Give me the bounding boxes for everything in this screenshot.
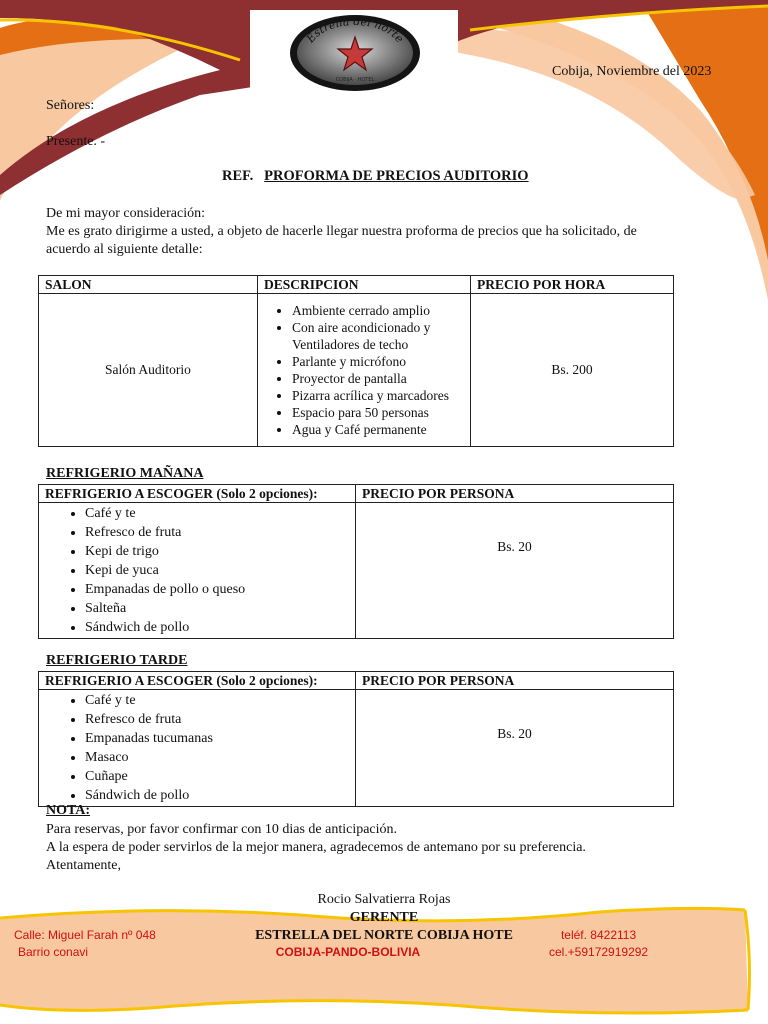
footer-location: COBIJA-PANDO-BOLIVIA — [275, 945, 421, 959]
table-row — [39, 503, 674, 639]
signer-role: GERENTE — [349, 910, 419, 925]
reference-line — [222, 168, 529, 185]
auditorium-table — [38, 275, 674, 447]
col-salon: SALON — [39, 276, 258, 294]
morning-table — [38, 484, 674, 639]
table-header-row — [39, 672, 674, 690]
list-item: • Refresco de fruta — [85, 523, 355, 542]
col-precio-hora: PRECIO POR HORA — [471, 276, 674, 294]
ref-title: PROFORMA DE PRECIOS AUDITORIO — [264, 168, 529, 184]
address-line-2: Barrio conavi — [18, 945, 89, 959]
hotel-logo — [287, 13, 423, 93]
list-item: • Espacio para 50 personas — [292, 404, 466, 421]
nota-line-1: Para reservas, por favor confirmar con 10 dias de anticipación. — [46, 822, 398, 837]
options-cell — [39, 690, 356, 807]
price-cell: Bs. 20 — [356, 690, 674, 807]
table-row — [39, 690, 674, 807]
intro-line-1: De mi mayor consideración: — [46, 206, 206, 221]
list-item: • Empanadas tucumanas — [85, 729, 355, 748]
list-item: • Ambiente cerrado amplio — [292, 302, 466, 319]
intro-line-2: Me es grato dirigirme a usted, a objeto de hacerle llegar nuestra proforma de precios que ha solicitado, de — [46, 224, 637, 239]
afternoon-table — [38, 671, 674, 807]
list-item: • Proyector de pantalla — [292, 370, 466, 387]
list-item: • Salteña — [85, 599, 355, 618]
list-item: • Parlante y micrófono — [292, 353, 466, 370]
intro-line-3: acuerdo al siguiente detalle: — [46, 242, 203, 257]
list-item: • Kepi de trigo — [85, 542, 355, 561]
list-item: • Kepi de yuca — [85, 561, 355, 580]
list-item: • Masaco — [85, 748, 355, 767]
col-refrigerio: REFRIGERIO A ESCOGER (Solo 2 opciones): — [39, 485, 356, 503]
nota-title: NOTA: — [46, 803, 91, 818]
list-item: • Café y te — [85, 691, 355, 710]
list-item: • Refresco de fruta — [85, 710, 355, 729]
price-cell: Bs. 200 — [471, 294, 674, 447]
cell-number: cel.+59172919292 — [549, 945, 649, 959]
list-item: • Pizarra acrílica y marcadores — [292, 387, 466, 404]
list-item: • Con aire acondicionado y Ventiladores de techo — [292, 319, 466, 353]
morning-title: REFRIGERIO MAÑANA — [46, 466, 204, 481]
list-item: • Agua y Café permanente — [292, 421, 466, 438]
table-header-row — [39, 276, 674, 294]
list-item: • Café y te — [85, 504, 355, 523]
col-precio-persona: PRECIO POR PERSONA — [356, 485, 674, 503]
presente: Presente. - — [46, 134, 106, 149]
salutation: Señores: — [46, 98, 95, 113]
list-item: • Cuñape — [85, 767, 355, 786]
company-name: ESTRELLA DEL NORTE COBIJA HOTE — [255, 928, 513, 943]
list-item: • Sándwich de pollo — [85, 618, 355, 637]
address-line-1: Calle: Miguel Farah nº 048 — [14, 928, 156, 942]
nota-line-2: A la espera de poder servirlos de la mejor manera, agradecemos de antemano por su preferencia. — [46, 840, 586, 855]
options-cell — [39, 503, 356, 639]
price-cell: Bs. 20 — [356, 503, 674, 639]
logo-arc-text: Estrella del norte — [303, 14, 407, 46]
phone-number: teléf. 8422113 — [560, 928, 637, 942]
letter-date: Cobija, Noviembre del 2023 — [552, 64, 712, 79]
table-row — [39, 294, 674, 447]
col-precio-persona: PRECIO POR PERSONA — [356, 672, 674, 690]
afternoon-title: REFRIGERIO TARDE — [46, 653, 188, 668]
table-header-row — [39, 485, 674, 503]
signer-name: Rocio Salvatierra Rojas — [317, 892, 451, 907]
description-cell — [258, 294, 471, 447]
list-item: • Empanadas de pollo o queso — [85, 580, 355, 599]
ref-prefix: REF. — [222, 168, 254, 184]
salon-name: Salón Auditorio — [39, 294, 258, 447]
nota-line-3: Atentamente, — [46, 858, 122, 873]
col-refrigerio: REFRIGERIO A ESCOGER (Solo 2 opciones): — [39, 672, 356, 690]
logo-sub-text: COBIJA · HOTEL — [335, 77, 375, 83]
list-item: • Sándwich de pollo — [85, 786, 355, 805]
col-descripcion: DESCRIPCION — [258, 276, 471, 294]
